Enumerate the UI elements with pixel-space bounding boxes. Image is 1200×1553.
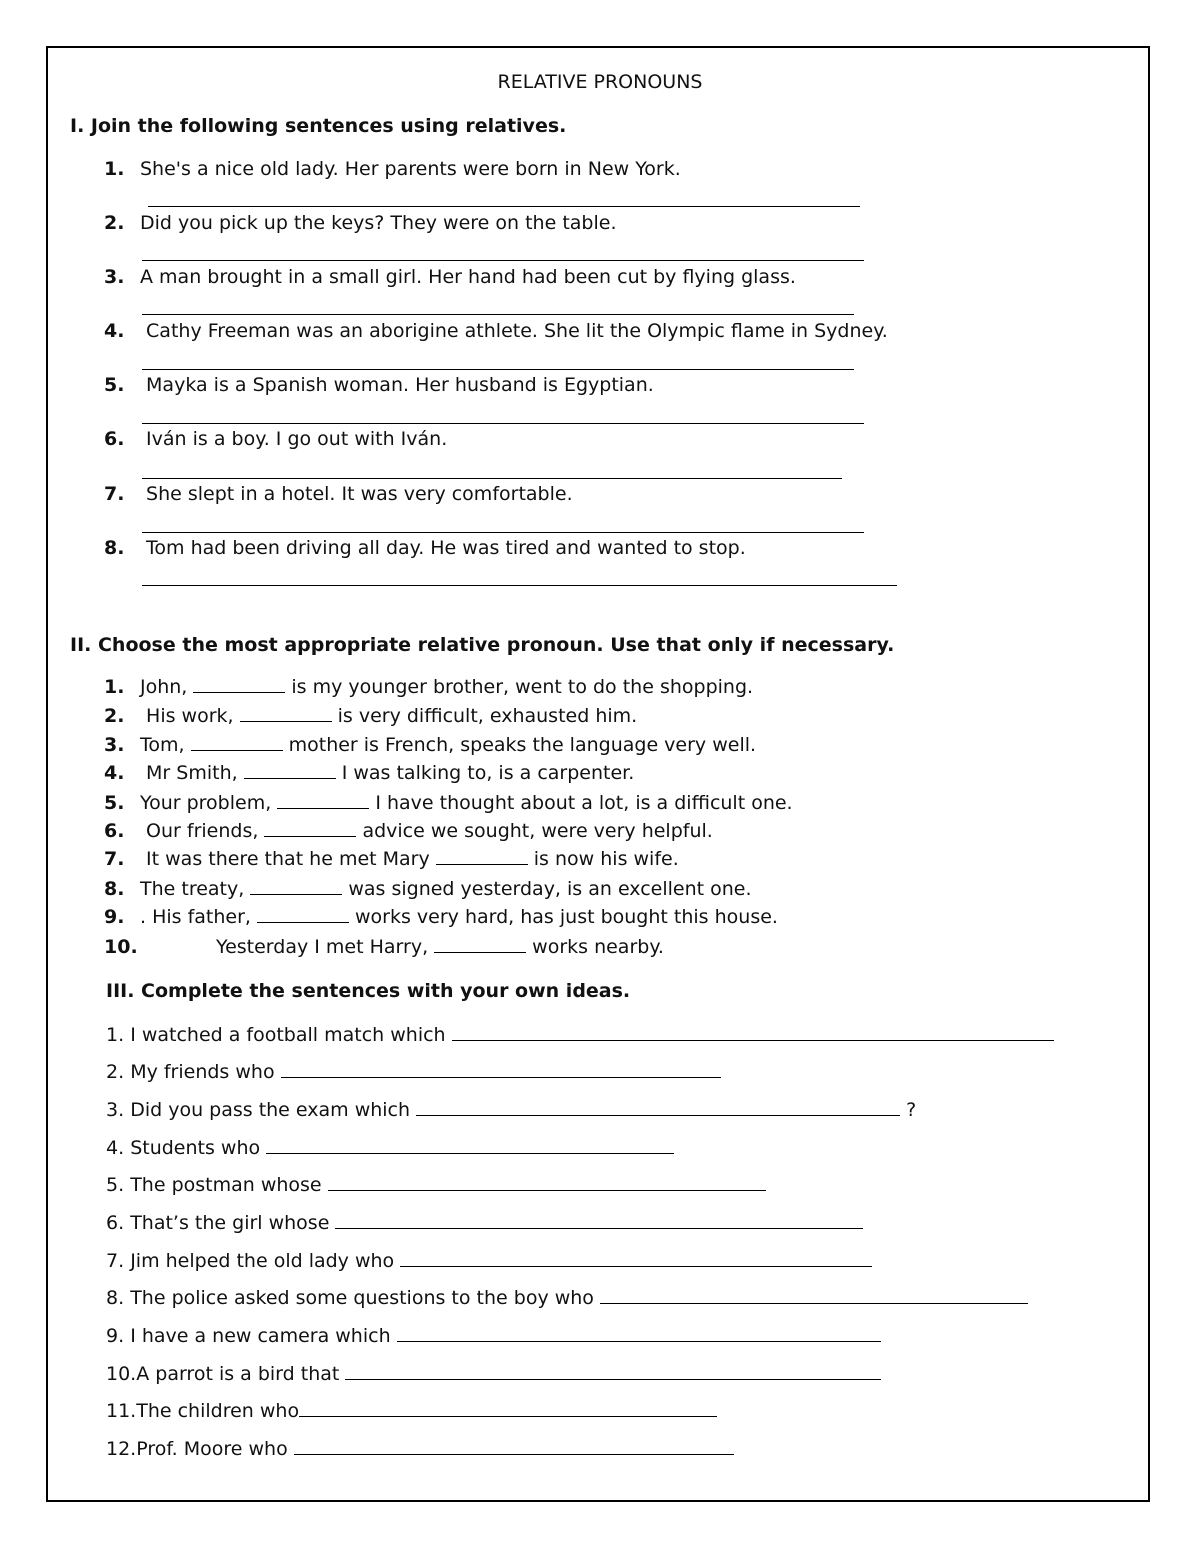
item-number: 7. xyxy=(104,483,125,505)
item-number: 1. xyxy=(106,1024,125,1046)
item-text-after: works nearby. xyxy=(532,936,664,958)
item-text: A man brought in a small girl. Her hand had been cut by flying glass. xyxy=(140,266,796,288)
item-text: Cathy Freeman was an aborigine athlete. She lit the Olympic flame in Sydney. xyxy=(140,320,888,342)
item-number: 9. xyxy=(104,906,125,928)
answer-line-3[interactable] xyxy=(142,314,854,315)
s2-item-5 xyxy=(104,792,793,814)
s3-item-5 xyxy=(106,1174,766,1196)
s3-item-9 xyxy=(106,1325,881,1347)
item-text: Jim helped the old lady who xyxy=(130,1250,395,1272)
item-number: 11. xyxy=(106,1400,137,1422)
item-number: 8. xyxy=(106,1287,125,1309)
section-1-heading: I. Join the following sentences using relatives. xyxy=(70,115,567,137)
s3-item-2 xyxy=(106,1061,721,1083)
s1-item-8 xyxy=(104,537,746,559)
item-text-after: is very difficult, exhausted him. xyxy=(337,705,638,727)
item-number: 6. xyxy=(104,820,125,842)
answer-blank[interactable] xyxy=(277,807,369,809)
item-number: 7. xyxy=(106,1250,125,1272)
item-text-before: Our friends, xyxy=(140,820,259,842)
item-text: The children who xyxy=(136,1400,300,1422)
item-number: 1. xyxy=(104,676,125,698)
item-number: 6. xyxy=(104,428,125,450)
item-text-before: Yesterday I met Harry, xyxy=(216,936,429,958)
answer-line-5[interactable] xyxy=(142,423,864,424)
item-number: 2. xyxy=(106,1061,125,1083)
s2-item-8 xyxy=(104,878,752,900)
s3-item-1 xyxy=(106,1024,1054,1046)
item-text: I have a new camera which xyxy=(130,1325,391,1347)
answer-line-6[interactable] xyxy=(142,478,842,479)
item-text: That’s the girl whose xyxy=(130,1212,330,1234)
s2-item-6 xyxy=(104,820,713,842)
answer-line[interactable] xyxy=(281,1076,721,1078)
item-number: 9. xyxy=(106,1325,125,1347)
item-text: Mayka is a Spanish woman. Her husband is Egyptian. xyxy=(140,374,654,396)
s1-item-5 xyxy=(104,374,654,396)
answer-blank[interactable] xyxy=(264,835,356,837)
answer-blank[interactable] xyxy=(250,893,342,895)
item-number: 4. xyxy=(104,762,125,784)
answer-blank[interactable] xyxy=(244,777,336,779)
item-text-after: is my younger brother, went to do the shopping. xyxy=(291,676,754,698)
s2-item-2 xyxy=(104,705,637,727)
s1-item-3 xyxy=(104,266,796,288)
answer-blank[interactable] xyxy=(434,951,526,953)
item-number: 6. xyxy=(106,1212,125,1234)
item-text-before: . His father, xyxy=(140,906,251,928)
item-number: 4. xyxy=(106,1137,125,1159)
answer-line[interactable] xyxy=(266,1152,674,1154)
item-number: 5. xyxy=(106,1174,125,1196)
s1-item-2 xyxy=(104,212,617,234)
s3-item-10 xyxy=(106,1363,881,1385)
page-title: RELATIVE PRONOUNS xyxy=(497,71,703,93)
item-text: A parrot is a bird that xyxy=(136,1363,340,1385)
s3-item-3 xyxy=(106,1099,916,1121)
answer-line[interactable] xyxy=(452,1039,1054,1041)
answer-line[interactable] xyxy=(328,1189,766,1191)
s2-item-3 xyxy=(104,734,756,756)
answer-line-4[interactable] xyxy=(142,369,854,370)
s2-item-10 xyxy=(104,936,664,958)
item-text-before: John, xyxy=(140,676,188,698)
item-text-after: mother is French, speaks the language very well. xyxy=(288,734,757,756)
item-number: 4. xyxy=(104,320,125,342)
item-text-before: It was there that he met Mary xyxy=(140,848,430,870)
item-text: My friends who xyxy=(130,1061,275,1083)
s3-item-4 xyxy=(106,1137,674,1159)
answer-blank[interactable] xyxy=(193,691,285,693)
answer-blank[interactable] xyxy=(191,749,283,751)
item-number: 2. xyxy=(104,705,125,727)
item-text-after: works very hard, has just bought this house. xyxy=(355,906,778,928)
item-text-before: Tom, xyxy=(140,734,185,756)
item-text: The postman whose xyxy=(130,1174,322,1196)
item-text: The police asked some questions to the boy who xyxy=(130,1287,594,1309)
item-number: 3. xyxy=(106,1099,125,1121)
item-text: Did you pick up the keys? They were on the table. xyxy=(140,212,617,234)
item-number: 8. xyxy=(104,878,125,900)
item-number: 10. xyxy=(104,936,138,958)
s3-item-8 xyxy=(106,1287,1028,1309)
item-text-after: advice we sought, were very helpful. xyxy=(362,820,713,842)
item-text-after: is now his wife. xyxy=(533,848,679,870)
item-text-after: was signed yesterday, is an excellent one. xyxy=(348,878,752,900)
item-text-after: I have thought about a lot, is a difficult one. xyxy=(375,792,793,814)
answer-blank[interactable] xyxy=(257,921,349,923)
item-text: She slept in a hotel. It was very comfortable. xyxy=(140,483,573,505)
item-number: 12. xyxy=(106,1438,137,1460)
answer-line[interactable] xyxy=(600,1302,1028,1304)
item-number: 7. xyxy=(104,848,125,870)
item-text-before: The treaty, xyxy=(140,878,245,900)
item-text: Did you pass the exam which xyxy=(130,1099,411,1121)
item-number: 1. xyxy=(104,158,125,180)
item-text-before: Mr Smith, xyxy=(140,762,238,784)
s2-item-4 xyxy=(104,762,634,784)
section-2-heading: II. Choose the most appropriate relative pronoun. Use that only if necessary. xyxy=(70,634,895,656)
item-text: Tom had been driving all day. He was tired and wanted to stop. xyxy=(140,537,746,559)
item-text: Prof. Moore who xyxy=(136,1438,288,1460)
item-text: I watched a football match which xyxy=(130,1024,446,1046)
answer-line-1[interactable] xyxy=(148,206,860,207)
item-suffix: ? xyxy=(906,1099,917,1121)
s1-item-1 xyxy=(104,158,681,180)
answer-line[interactable] xyxy=(299,1415,717,1417)
answer-blank[interactable] xyxy=(436,863,528,865)
item-text-before: His work, xyxy=(140,705,234,727)
answer-blank[interactable] xyxy=(240,720,332,722)
s3-item-11 xyxy=(106,1400,717,1422)
item-text: She's a nice old lady. Her parents were born in New York. xyxy=(140,158,681,180)
answer-line-7[interactable] xyxy=(142,532,864,533)
item-number: 10. xyxy=(106,1363,137,1385)
answer-line[interactable] xyxy=(416,1114,900,1116)
item-number: 3. xyxy=(104,734,125,756)
s1-item-7 xyxy=(104,483,573,505)
item-number: 3. xyxy=(104,266,125,288)
s3-item-6 xyxy=(106,1212,863,1234)
s3-item-12 xyxy=(106,1438,734,1460)
s1-item-4 xyxy=(104,320,888,342)
item-text: Students who xyxy=(130,1137,261,1159)
item-number: 2. xyxy=(104,212,125,234)
item-text-before: Your problem, xyxy=(140,792,272,814)
item-number: 5. xyxy=(104,374,125,396)
s2-item-9 xyxy=(104,906,778,928)
s1-item-6 xyxy=(104,428,447,450)
answer-line[interactable] xyxy=(397,1340,881,1342)
item-text: Iván is a boy. I go out with Iván. xyxy=(140,428,448,450)
s2-item-7 xyxy=(104,848,679,870)
s3-item-7 xyxy=(106,1250,872,1272)
item-number: 5. xyxy=(104,792,125,814)
answer-line-8[interactable] xyxy=(142,585,897,586)
item-text-after: I was talking to, is a carpenter. xyxy=(341,762,635,784)
answer-line[interactable] xyxy=(335,1227,863,1229)
s2-item-1 xyxy=(104,676,753,698)
answer-line[interactable] xyxy=(400,1265,872,1267)
answer-line[interactable] xyxy=(294,1453,734,1455)
answer-line-2[interactable] xyxy=(142,260,864,261)
section-3-heading: III. Complete the sentences with your own ideas. xyxy=(106,980,631,1002)
answer-line[interactable] xyxy=(345,1378,881,1380)
item-number: 8. xyxy=(104,537,125,559)
